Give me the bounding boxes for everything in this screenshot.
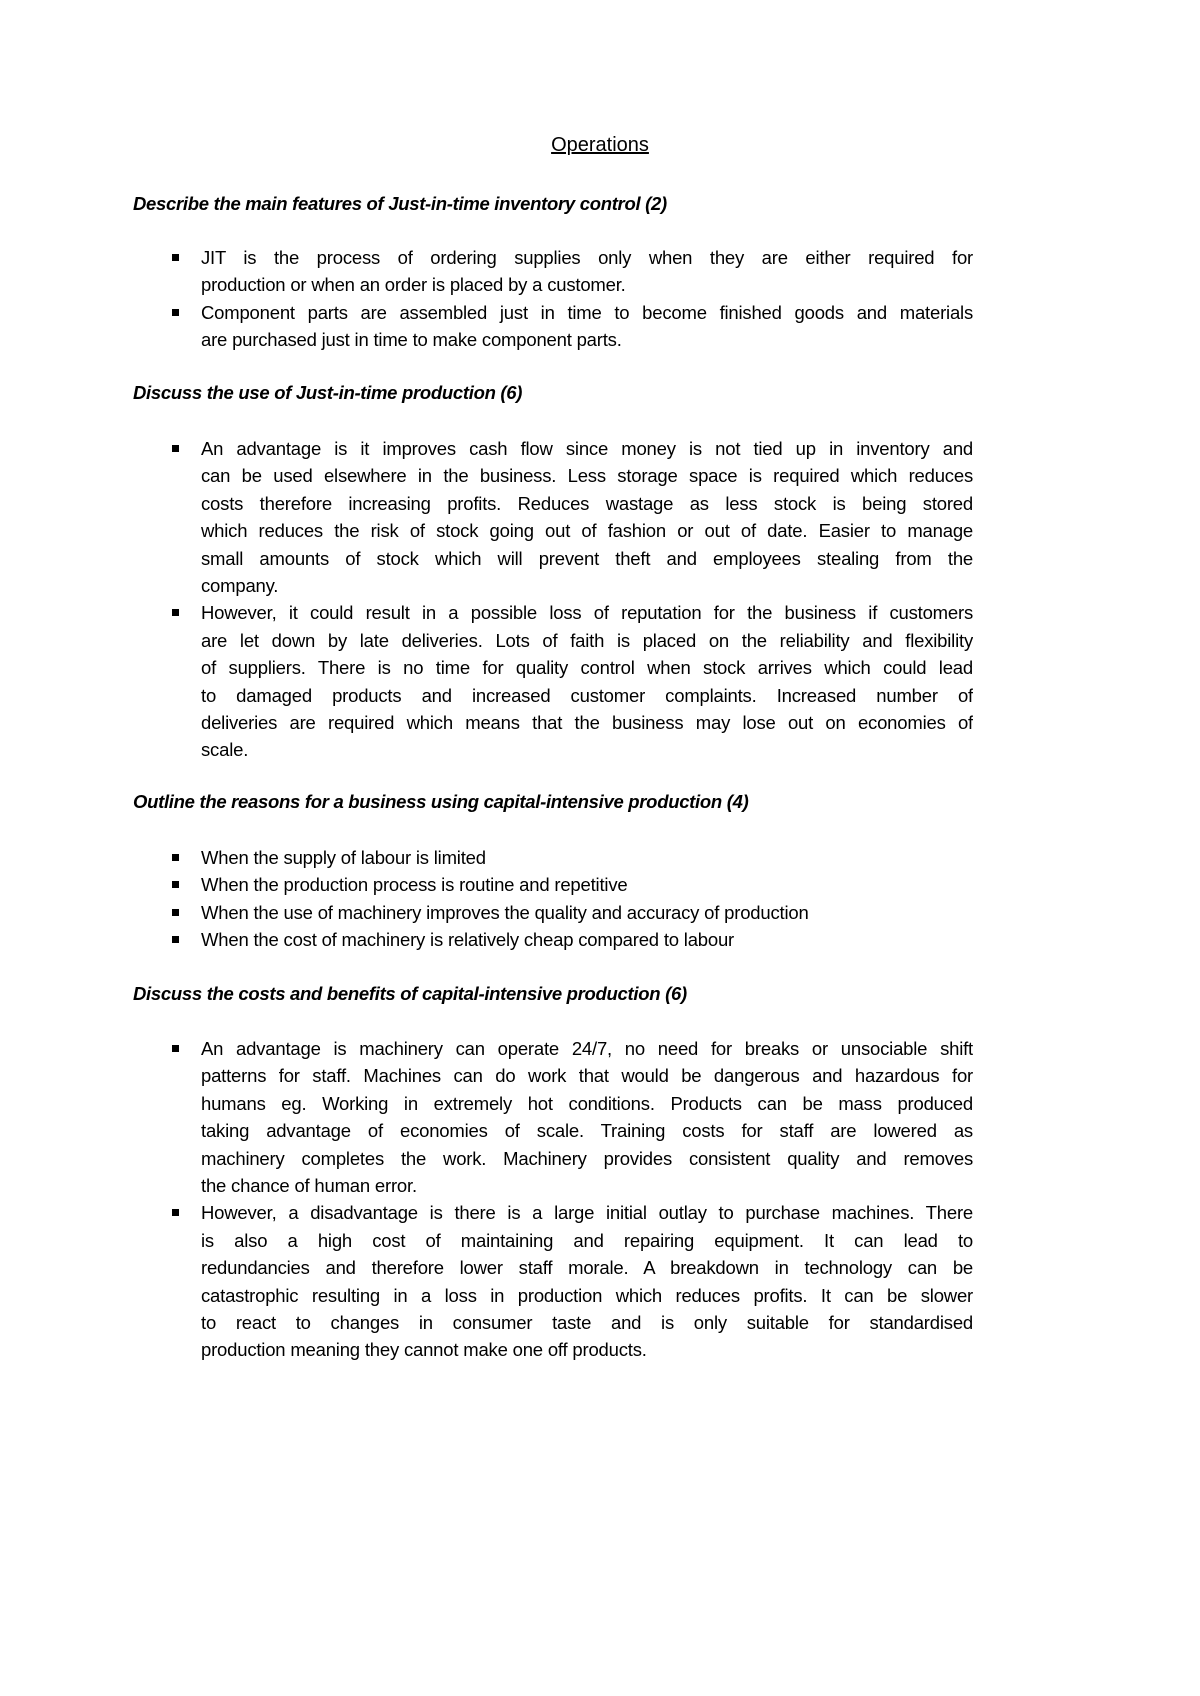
text-line: deliveries are required which means that the business may lose out on economies of [201, 711, 973, 733]
square-bullet-icon [172, 1045, 179, 1052]
text-line: An advantage is machinery can operate 24/7, no need for breaks or unsociable shift [201, 1038, 973, 1059]
square-bullet-icon [172, 881, 179, 888]
text-line: catastrophic resulting in a loss in production which reduces profits. It can be slower [201, 1284, 973, 1306]
text-line: production meaning they cannot make one off products. [201, 1339, 647, 1361]
text-line: An advantage is it improves cash flow since money is not tied up in inventory and [201, 438, 973, 459]
text-line: When the production process is routine and repetitive [201, 874, 628, 896]
bullet-list [172, 844, 973, 954]
list-item [172, 871, 973, 898]
text-line: the chance of human error. [201, 1174, 417, 1196]
list-item [172, 299, 973, 354]
text-line: costs therefore increasing profits. Reduces wastage as less stock is being stored [201, 492, 973, 514]
text-line: are let down by late deliveries. Lots of faith is placed on the reliability and flexibility [201, 629, 973, 651]
list-item [172, 435, 973, 599]
square-bullet-icon [172, 309, 179, 316]
square-bullet-icon [172, 854, 179, 861]
square-bullet-icon [172, 936, 179, 943]
list-item [172, 926, 973, 953]
bullet-list [172, 1035, 973, 1364]
text-line: When the cost of machinery is relatively cheap compared to labour [201, 929, 735, 951]
text-line: However, a disadvantage is there is a large initial outlay to purchase machines. There [201, 1202, 973, 1224]
text-line: are purchased just in time to make component parts. [201, 329, 622, 351]
text-line: However, it could result in a possible loss of reputation for the business if customers [201, 602, 973, 624]
text-line: JIT is the process of ordering supplies only when they are either required for [201, 247, 973, 268]
list-item [172, 844, 973, 871]
square-bullet-icon [172, 254, 179, 261]
text-line: to react to changes in consumer taste and is only suitable for standardised [201, 1311, 973, 1333]
text-line: company. [201, 574, 279, 596]
section-heading: Discuss the use of Just-in-time production (6) [133, 382, 523, 403]
square-bullet-icon [172, 909, 179, 916]
text-line: production or when an order is placed by a customer. [201, 274, 626, 296]
list-item [172, 244, 973, 299]
text-line: which reduces the risk of stock going out of fashion or out of date. Easier to manage [201, 520, 973, 542]
text-line: can be used elsewhere in the business. Less storage space is required which reduces [201, 465, 973, 487]
document-title: Operations [551, 134, 649, 156]
square-bullet-icon [172, 609, 179, 616]
text-line: to damaged products and increased customer complaints. Increased number of [201, 684, 973, 706]
text-line: machinery completes the work. Machinery provides consistent quality and removes [201, 1147, 973, 1169]
square-bullet-icon [172, 445, 179, 452]
bullet-list [172, 435, 973, 764]
text-line: scale. [201, 739, 249, 761]
text-line: small amounts of stock which will prevent theft and employees stealing from the [201, 547, 973, 569]
bullet-list [172, 244, 973, 354]
section-heading: Describe the main features of Just-in-time inventory control (2) [133, 193, 667, 214]
text-line: taking advantage of economies of scale. Training costs for staff are lowered as [201, 1120, 973, 1142]
text-line: of suppliers. There is no time for quality control when stock arrives which could lead [201, 657, 973, 679]
square-bullet-icon [172, 1209, 179, 1216]
section-heading: Outline the reasons for a business using capital-intensive production (4) [133, 791, 749, 812]
text-line: patterns for staff. Machines can do work that would be dangerous and hazardous for [201, 1065, 973, 1087]
section-heading: Discuss the costs and benefits of capital-intensive production (6) [133, 983, 687, 1004]
text-line: When the use of machinery improves the quality and accuracy of production [201, 901, 809, 923]
text-line: humans eg. Working in extremely hot conditions. Products can be mass produced [201, 1092, 973, 1114]
text-line: is also a high cost of maintaining and repairing equipment. It can lead to [201, 1229, 973, 1251]
text-line: Component parts are assembled just in time to become finished goods and materials [201, 301, 973, 323]
list-item [172, 599, 973, 763]
list-item [172, 1199, 973, 1363]
text-line: When the supply of labour is limited [201, 847, 486, 868]
text-line: redundancies and therefore lower staff morale. A breakdown in technology can be [201, 1257, 973, 1279]
list-item [172, 1035, 973, 1199]
list-item [172, 899, 973, 926]
